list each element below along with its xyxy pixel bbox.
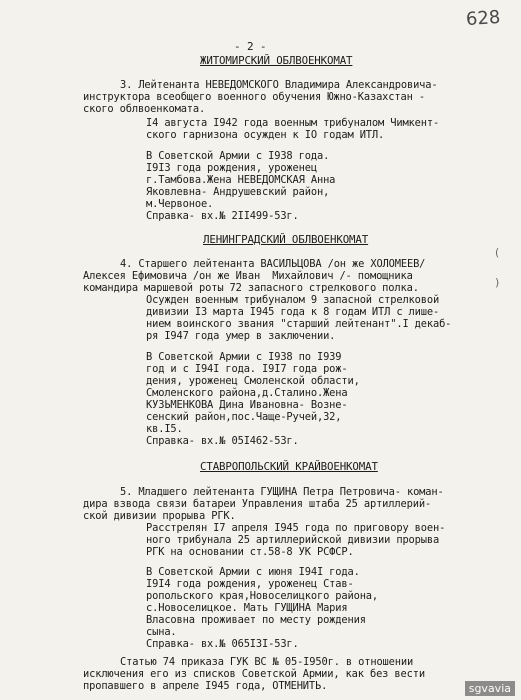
entry-line: дира взвода связи батареи Управления штаба 25 артиллерий- (83, 498, 432, 510)
entry-line: год и с I94I года. I9I7 года рож- (146, 363, 348, 375)
entry-line: Власовна проживает по месту рождения (146, 614, 366, 626)
section-header-stavropol: СТАВРОПОЛЬСКИЙ КРАЙВОЕНКОМАТ (200, 460, 378, 473)
entry-line: I4 августа I942 года военным трибуналом Чимкент- (146, 117, 440, 129)
entry-line: Осужден военным трибуналом 9 запасной стрелковой (146, 294, 440, 306)
entry-line: Расстрелян I7 апреля I945 года по приговору воен- (146, 522, 446, 534)
entry-line: г.Тамбова.Жена НЕВЕДОМСКАЯ Анна (146, 174, 336, 186)
entry-line: 4. Старшего лейтенанта ВАСИЛЬЦОВА /он же ХОЛОМЕЕВ/ (120, 258, 426, 270)
footer-line: Статью 74 приказа ГУК ВС № 05-I950г. в отношении (120, 656, 414, 668)
entry-line: инструктора всеобщего военного обучения Южно-Казахстан - (83, 91, 425, 103)
entry-line: ской дивизии прорыва РГК. (83, 510, 236, 522)
entry-line: ропольского края,Новоселицкого района, (146, 590, 379, 602)
entry-line: РГК на основании ст.58-8 УК РСФСР. (146, 546, 354, 558)
margin-mark: ( (495, 246, 500, 259)
reference-line: Справка- вх.№ 065I3I-53г. (146, 638, 299, 650)
entry-line: дивизии I3 марта I945 года к 8 годам ИТЛ с лише- (146, 306, 440, 318)
section-header-zhitomir: ЖИТОМИРСКИЙ ОБЛВОЕНКОМАТ (200, 54, 353, 67)
footer-line: исключения его из списков Советской Армии, как без вести (83, 668, 425, 680)
entry-line: м.Червоное. (146, 198, 214, 210)
archive-stamp: 628 (465, 6, 502, 31)
entry-line: В Советской Армии с июня I94I года. (146, 566, 360, 578)
entry-line: ря I947 года умер в заключении. (146, 330, 336, 342)
entry-line: I9I3 года рождения, уроженец (146, 162, 317, 174)
reference-line: Справка- вх.№ 05I462-53г. (146, 435, 299, 447)
entry-line: нием воинского звания "старший лейтенант".I декаб- (146, 318, 452, 330)
entry-line: 5. Младшего лейтенанта ГУЩИНА Петра Петровича- коман- (120, 486, 444, 498)
entry-line: дения, уроженец Смоленской области, (146, 375, 360, 387)
entry-line: ного трибунала 25 артиллерийской дивизии прорыва (146, 534, 440, 546)
entry-line: В Советской Армии с I938 года. (146, 150, 330, 162)
entry-line: с.Новоселицкое. Мать ГУЩИНА Мария (146, 602, 348, 614)
entry-line: командира маршевой роты 72 запасного стрелкового полка. (83, 282, 419, 294)
entry-line: Яковлевна- Андрушевский район, (146, 186, 330, 198)
watermark-label: sgvavia (465, 681, 515, 696)
entry-line: кв.I5. (146, 423, 183, 435)
entry-line: 3. Лейтенанта НЕВЕДОМСКОГО Владимира Александровича- (120, 79, 438, 91)
margin-mark: ) (495, 276, 500, 289)
section-header-leningrad: ЛЕНИНГРАДСКИЙ ОБЛВОЕНКОМАТ (203, 233, 369, 246)
entry-line: Алексея Ефимовича /он же Иван Михайлович /- помощника (83, 270, 413, 282)
entry-line: В Советской Армии с I938 по I939 (146, 351, 342, 363)
entry-line: ского облвоенкомата. (83, 103, 206, 115)
entry-line: сенский район,пос.Чаще-Ручей,32, (146, 411, 342, 423)
entry-line: КУЗЬМЕНКОВА Дина Ивановна- Возне- (146, 399, 348, 411)
page-number: - 2 - (234, 40, 267, 53)
reference-line: Справка- вх.№ 2II499-53г. (146, 210, 299, 222)
footer-line: пропавшего в апреле I945 года, ОТМЕНИТЬ. (83, 680, 328, 692)
entry-line: Смоленского района,д.Сталино.Жена (146, 387, 348, 399)
entry-line: ского гарнизона осужден к IO годам ИТЛ. (146, 129, 385, 141)
entry-line: I9I4 года рождения, уроженец Став- (146, 578, 354, 590)
entry-line: сына. (146, 626, 177, 638)
